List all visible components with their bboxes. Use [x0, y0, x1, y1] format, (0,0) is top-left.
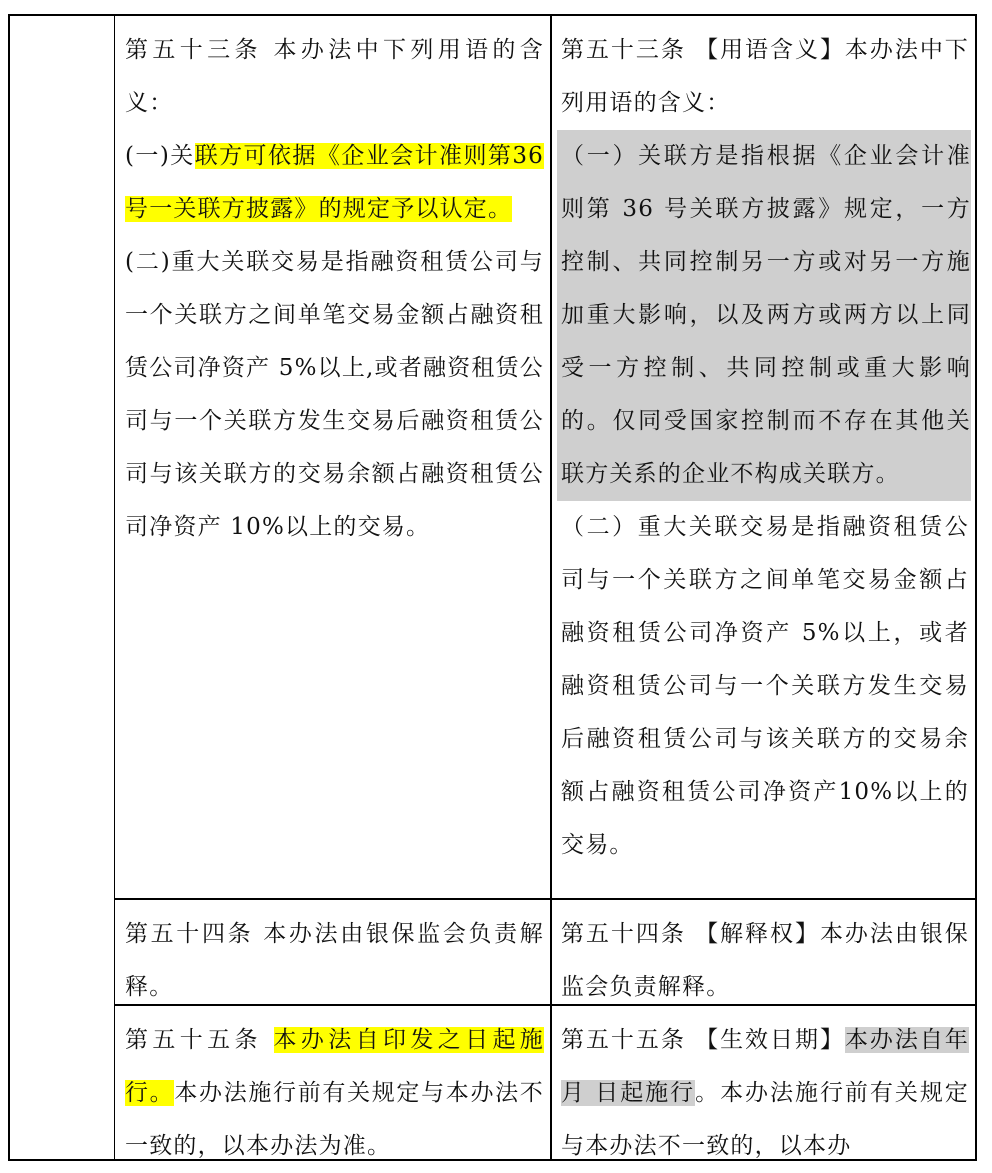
item-prefix: (一)关 [125, 143, 195, 169]
article-heading: 第五十三条 本办法中下列用语的含义： [125, 37, 544, 116]
article-prefix: 第五十五条 [125, 1027, 274, 1053]
article-suffix: 。本办法施行前有关规定与本办法不一致的，以本办 [561, 1080, 970, 1159]
original-text-cell [115, 16, 552, 898]
article-heading: 第五十三条 【用语含义】本办法中下列用语的含义： [561, 37, 969, 116]
article-text: 第五十四条 本办法由银保监会负责解释。 [125, 921, 544, 1000]
article-text [561, 1014, 969, 1159]
revised-text-cell [552, 1006, 975, 1159]
table-row-article-55 [115, 1006, 975, 1159]
definition-item-2: (二)重大关联交易是指融资租赁公司与一个关联方之间单笔交易金额占融资租赁公司净资产 5%以上,或者融资租赁公司与一个关联方发生交易后融资租赁公司与该关联方的交易余额占融资租赁公司净资产 10%以上的交易。 [125, 249, 544, 540]
article-text: 第五十四条 【解释权】本办法由银保监会负责解释。 [561, 921, 969, 1000]
article-suffix: 本办法施行前有关规定与本办法不一致的，以本办法为准。 [125, 1080, 545, 1159]
gray-highlight: 本办法自年 月 日起施行 [561, 1027, 970, 1106]
comparison-table [8, 14, 977, 1161]
original-text-cell [115, 900, 552, 1004]
original-text-cell [115, 1006, 552, 1159]
article-text [125, 1014, 544, 1159]
revised-text-cell [552, 900, 975, 1004]
table-row-article-54 [115, 900, 975, 1006]
gray-highlight-block: （一）关联方是指根据《企业会计准则第 36 号关联方披露》规定，一方控制、共同控制另一方或对另一方施加重大影响，以及两方或两方以上同受一方控制、共同控制或重大影响的。仅同受国家控制而不存在其他关联方关系的企业不构成关联方。 [557, 130, 971, 501]
yellow-highlight: 本办法自印发之日起施行。 [125, 1027, 545, 1106]
revised-text-cell [552, 16, 975, 898]
yellow-highlight: 联方可依据《企业会计准则第36 号一关联方披露》的规定予以认定。 [125, 143, 544, 222]
table-row-article-53 [115, 16, 975, 900]
definition-item-1 [125, 130, 544, 236]
definition-item-2: （二）重大关联交易是指融资租赁公司与一个关联方之间单笔交易金额占融资租赁公司净资产 5%以上，或者融资租赁公司与一个关联方发生交易后融资租赁公司与该关联方的交易余额占融资租赁公司净资产10%以上的交易。 [561, 514, 969, 858]
article-prefix: 第五十五条 【生效日期】 [561, 1027, 845, 1053]
empty-label-column [10, 16, 115, 1159]
